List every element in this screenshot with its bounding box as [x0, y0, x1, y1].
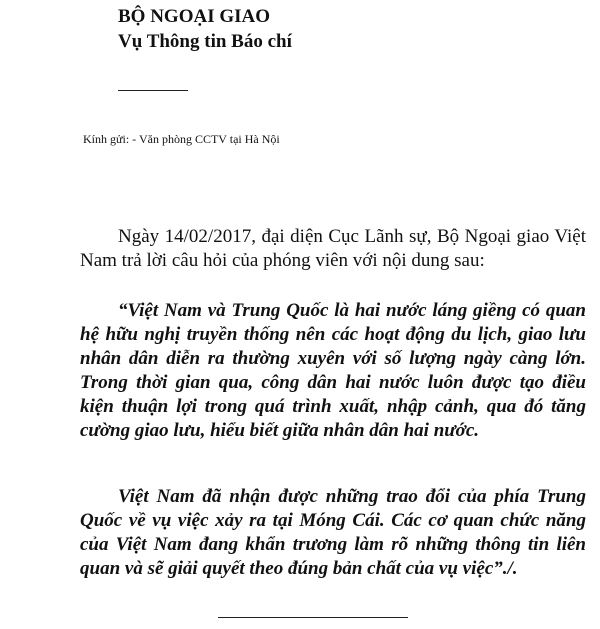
- department-name: Vụ Thông tin Báo chí: [118, 31, 292, 52]
- intro-paragraph: Ngày 14/02/2017, đại diện Cục Lãnh sự, Bộ Ngoại giao Việt Nam trả lời câu hỏi của phóng viên với nội dung sau:: [80, 226, 586, 271]
- header-divider: [118, 90, 188, 91]
- quote-paragraph-1: “Việt Nam và Trung Quốc là hai nước láng giềng có quan hệ hữu nghị truyền thống nên các hoạt động du lịch, giao lưu nhân dân diễn ra thường xuyên với số lượng ngày càng lớn. Trong thời gian qua, công dân hai nước luôn được tạo điều kiện thuận lợi trong quá trình xuất, nhập cảnh, qua đó tăng cường giao lưu, hiểu biết giữa nhân dân hai nước.: [80, 300, 586, 441]
- recipient-line: Kính gửi: - Văn phòng CCTV tại Hà Nội: [83, 132, 280, 146]
- ministry-name: BỘ NGOẠI GIAO: [118, 6, 271, 27]
- quote-paragraph-2: Việt Nam đã nhận được những trao đổi của phía Trung Quốc về vụ việc xảy ra tại Móng Cái. Các cơ quan chức năng của Việt Nam đang khẩn trương làm rõ những thông tin liên quan và sẽ giải quyết theo đúng bản chất của vụ việc”./.: [80, 486, 586, 579]
- document-header: [118, 4, 292, 54]
- footer-divider: [218, 617, 408, 618]
